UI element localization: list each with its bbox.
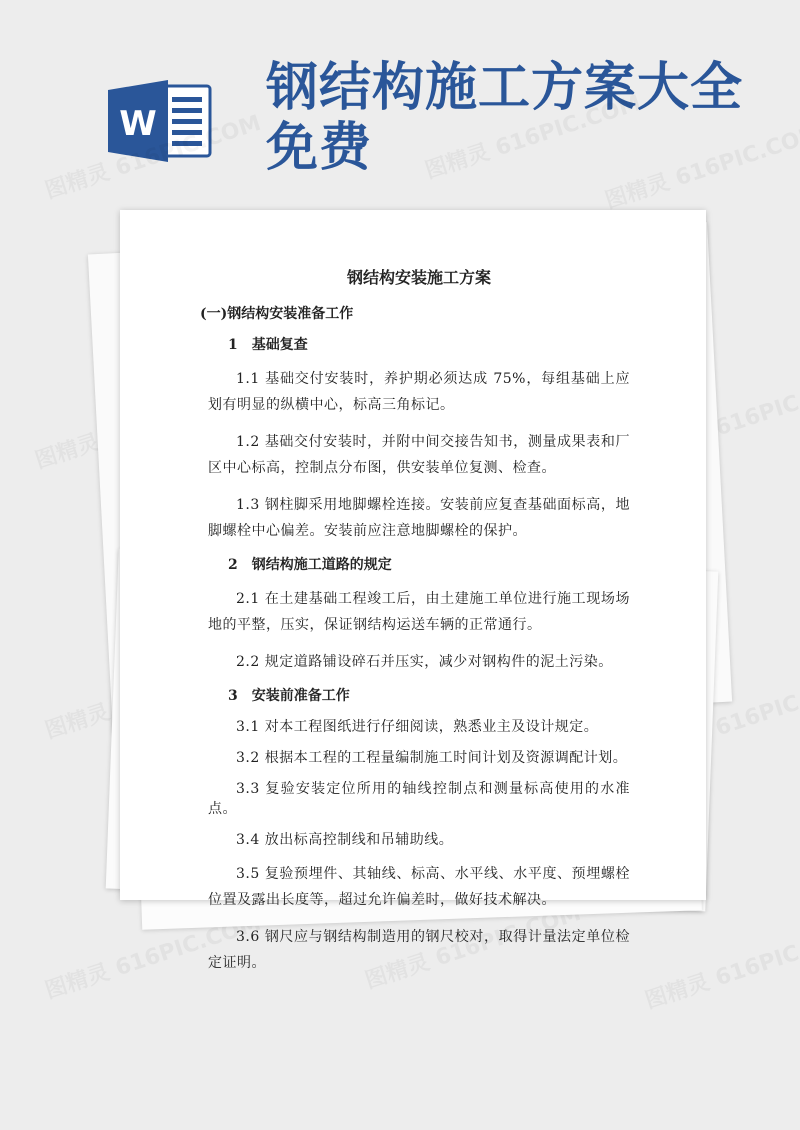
paragraph: 3.2 根据本工程的工程量编制施工时间计划及资源调配计划。 (236, 750, 628, 766)
document-page (120, 210, 706, 971)
paragraph: 2.2 规定道路铺设碎石并压实，减少对钢构件的泥土污染。 (236, 654, 613, 670)
section-heading: (一)钢结构安装准备工作 (200, 306, 354, 322)
word-logo-letter: W (119, 104, 157, 144)
document-title: 钢结构安装施工方案 (346, 268, 491, 287)
paragraph: 3.6 钢尺应与钢结构制造用的钢尺校对，取得计量法定单位检定证明。 (208, 929, 630, 971)
paragraph: 3.4 放出标高控制线和吊辅助线。 (236, 832, 454, 848)
subsection-heading: 1 基础复查 (228, 337, 308, 353)
paragraph: 3.1 对本工程图纸进行仔细阅读，熟悉业主及设计规定。 (236, 719, 599, 735)
watermark (641, 916, 800, 1015)
paragraph: 3.3 复验安装定位所用的轴线控制点和测量标高使用的水准点。 (208, 781, 630, 817)
subsection-heading: 3 安装前准备工作 (228, 688, 350, 704)
subsection-heading: 2 钢结构施工道路的规定 (228, 557, 392, 573)
paragraph: 1.3 钢柱脚采用地脚螺栓连接。安装前应复查基础面标高，地脚螺栓中心偏差。安装前应注意地脚螺栓的保护。 (208, 497, 630, 539)
word-logo-icon (108, 80, 212, 162)
paragraph: 1.1 基础交付安装时，养护期必须达成 75%，每组基础上应划有明显的纵横中心，标高三角标记。 (208, 371, 630, 413)
document-body (200, 268, 630, 987)
paragraph: 2.1 在土建基础工程竣工后，由土建施工单位进行施工现场场地的平整，压实，保证钢结构运送车辆的正常通行。 (208, 591, 630, 633)
paragraph: 3.5 复验预埋件、其轴线、标高、水平线、水平度、预埋螺栓位置及露出长度等，超过允许偏差时，做好技术解决。 (208, 866, 630, 908)
page-headline: 钢结构施工方案大全免费 (266, 58, 744, 178)
paragraph: 1.2 基础交付安装时，并附中间交接告知书，测量成果表和厂区中心标高，控制点分布图，供安装单位复测、检查。 (208, 434, 630, 476)
